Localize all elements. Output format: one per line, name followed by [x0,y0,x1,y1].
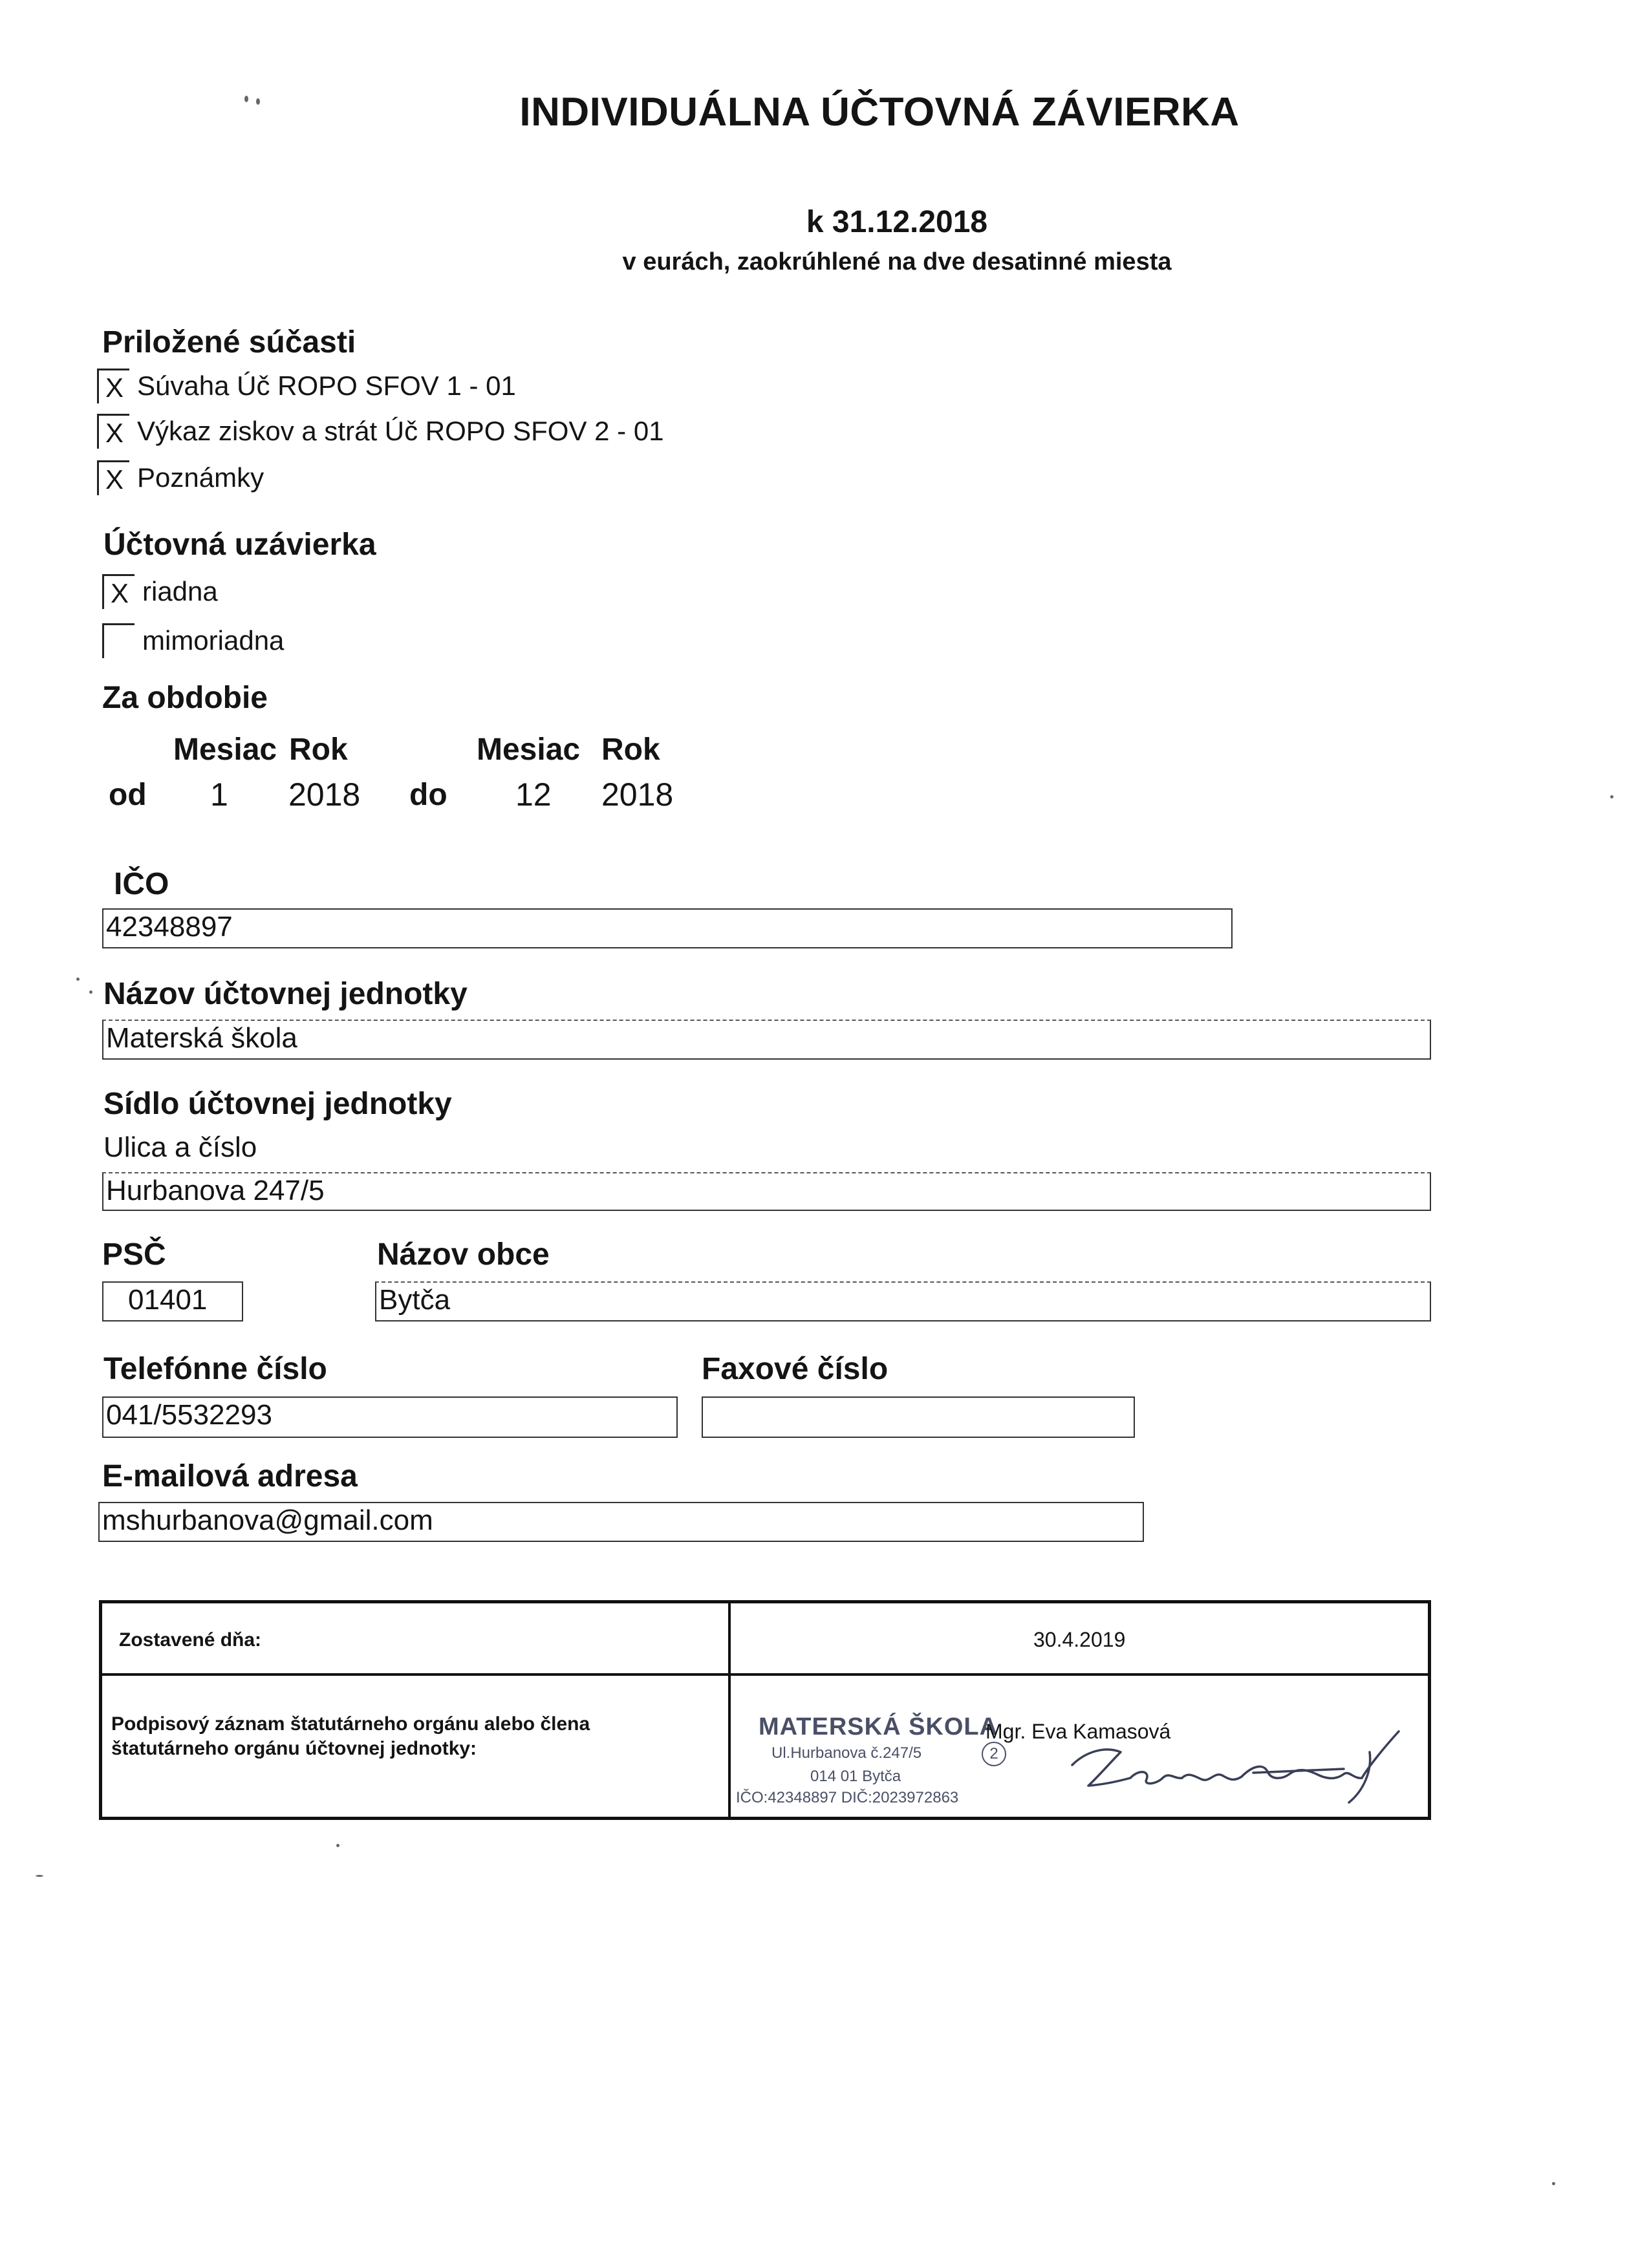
compiled-date: 30.4.2019 [1033,1628,1126,1651]
compiled-label: Zostavené dňa: [119,1629,262,1651]
table-divider-vertical [728,1603,731,1817]
attachment-item-notes[interactable] [97,460,264,495]
stamp-line3: 014 01 Bytča [810,1768,901,1785]
signature-table [99,1600,1431,1820]
period-from-month-label: Mesiac [173,733,277,767]
fax-field[interactable] [702,1396,1135,1438]
scan-speck [336,1844,339,1847]
attachments-heading: Priložené súčasti [102,325,356,359]
attachment-label: Poznámky [137,462,264,493]
checkbox-profit-loss[interactable]: X [97,414,129,449]
attachment-item-balance-sheet[interactable] [97,369,516,403]
signature-label: Podpisový záznam štatutárneho orgánu alebo člena štatutárneho orgánu účtovnej jednotky: [111,1713,590,1759]
psc-field[interactable]: 01401 [102,1281,243,1321]
table-divider-horizontal [102,1673,1428,1676]
fax-label: Faxové číslo [702,1352,889,1386]
handwritten-signature [1059,1726,1421,1810]
period-heading: Za obdobie [102,681,268,715]
period-to-label: do [409,778,447,812]
closing-option-label: mimoriadna [142,625,285,656]
street-field[interactable]: Hurbanova 247/5 [102,1172,1431,1211]
signer-name: Mgr. Eva Kamasová [986,1720,1171,1743]
town-label: Názov obce [377,1237,550,1272]
entity-name-field[interactable]: Materská škola [102,1020,1431,1060]
closing-option-regular[interactable] [102,574,218,609]
stamp-line4: IČO:42348897 DIČ:2023972863 [736,1789,959,1806]
phone-field[interactable]: 041/5532293 [102,1396,678,1438]
checkbox-balance-sheet[interactable]: X [97,369,129,403]
ico-label: IČO [114,867,169,901]
scan-speck [256,98,260,105]
checkbox-extraordinary[interactable] [102,623,135,658]
ico-field[interactable]: 42348897 [102,908,1233,948]
seat-heading: Sídlo účtovnej jednotky [103,1087,452,1121]
scan-speck [36,1875,43,1877]
closing-heading: Účtovná uzávierka [103,528,376,562]
phone-label: Telefónne číslo [103,1352,327,1386]
scan-speck [1552,2182,1555,2185]
period-to-year-label: Rok [601,733,660,767]
street-label: Ulica a číslo [103,1131,257,1163]
stamp-number: 2 [982,1742,1006,1766]
attachment-label: Výkaz ziskov a strát Úč ROPO SFOV 2 - 01 [137,416,664,446]
period-to-year: 2018 [601,776,674,813]
checkbox-notes[interactable]: X [97,460,129,495]
stamp-line1: MATERSKÁ ŠKOLA [759,1713,998,1740]
attachment-label: Súvaha Úč ROPO SFOV 1 - 01 [137,370,516,401]
period-from-year: 2018 [288,776,361,813]
email-field[interactable]: mshurbanova@gmail.com [98,1502,1144,1542]
period-from-month: 1 [210,776,228,813]
period-to-month-label: Mesiac [477,733,581,767]
period-to-month: 12 [515,776,552,813]
stamp-line2: Ul.Hurbanova č.247/5 [771,1744,922,1762]
closing-option-label: riadna [142,576,218,606]
checkbox-regular[interactable]: X [102,574,135,609]
scan-speck [76,978,80,981]
attachment-item-profit-loss[interactable] [97,414,664,449]
town-field[interactable]: Bytča [375,1281,1431,1321]
scan-speck [1610,795,1613,798]
document-title: INDIVIDUÁLNA ÚČTOVNÁ ZÁVIERKA [519,90,1240,134]
document-units: v eurách, zaokrúhlené na dve desatinné miesta [622,248,1172,275]
period-from-year-label: Rok [289,733,348,767]
closing-option-extraordinary[interactable] [102,623,284,658]
entity-name-label: Názov účtovnej jednotky [103,977,468,1011]
email-label: E-mailová adresa [102,1459,358,1493]
psc-label: PSČ [102,1237,166,1272]
scan-speck [244,96,248,102]
document-date: k 31.12.2018 [806,205,988,239]
period-from-label: od [109,778,147,812]
scan-speck [89,990,92,994]
